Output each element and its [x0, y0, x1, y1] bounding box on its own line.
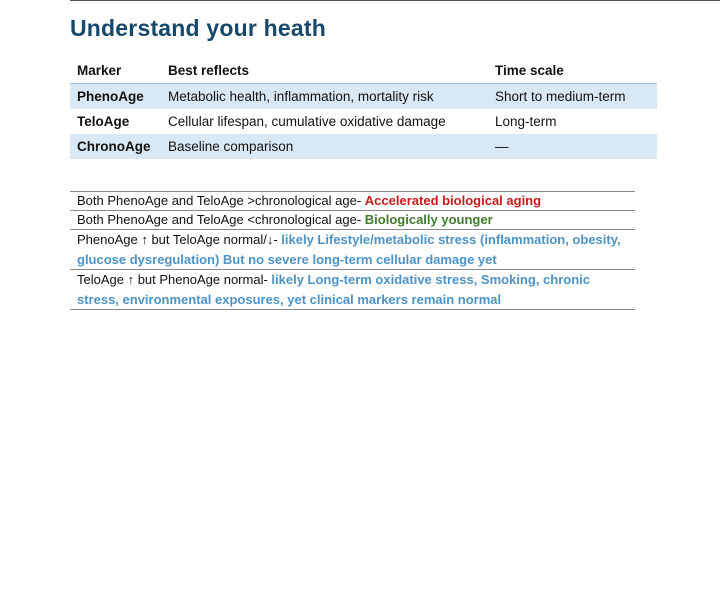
header-best-reflects: Best reflects: [161, 58, 488, 84]
time-scale-cell: Long-term: [495, 114, 557, 129]
interpretation-item: [70, 191, 635, 210]
time-scale-cell: —: [488, 134, 657, 159]
marker-cell: ChronoAge: [70, 134, 161, 159]
table-header-row: [70, 58, 657, 84]
table-row: [70, 134, 657, 159]
reflects-cell: Baseline comparison: [161, 134, 488, 159]
interpretation-result-younger: Biologically younger: [364, 212, 493, 227]
interpretation-list: [70, 191, 635, 310]
marker-cell: TeloAge: [77, 114, 130, 129]
reflects-cell: Cellular lifespan, cumulative oxidative damage: [168, 114, 446, 129]
header-time-scale: Time scale: [488, 58, 657, 84]
interpretation-condition: Both PhenoAge and TeloAge >chronological age-: [77, 193, 365, 208]
top-divider: [70, 0, 720, 1]
interpretation-item: [70, 229, 635, 269]
interpretation-result-accelerated: Accelerated biological aging: [364, 193, 542, 208]
page-title: Understand your heath: [70, 15, 326, 41]
header-marker: Marker: [70, 58, 161, 84]
interpretation-condition: Both PhenoAge and TeloAge <chronological age-: [77, 212, 365, 227]
interpretation-item: [70, 269, 635, 310]
table-row: [70, 109, 657, 134]
interpretation-result-oxidative: likely Long-term oxidative stress, Smoking, chronic stress, environmental exposures, yet clinical markers remain normal: [77, 272, 590, 307]
interpretation-result-metabolic: likely Lifestyle/metabolic stress (inflammation, obesity, glucose dysregulation) But no severe long-term cellular damage yet: [77, 232, 621, 267]
table-row: [70, 84, 657, 110]
interpretation-condition: PhenoAge ↑ but TeloAge normal/↓-: [77, 232, 282, 247]
interpretation-condition: TeloAge ↑ but PhenoAge normal-: [77, 272, 272, 287]
time-scale-cell: Short to medium-term: [488, 84, 657, 110]
interpretation-item: [70, 210, 635, 229]
reflects-cell: Metabolic health, inflammation, mortality risk: [161, 84, 488, 110]
marker-table: [70, 58, 657, 159]
marker-cell: PhenoAge: [70, 84, 161, 110]
